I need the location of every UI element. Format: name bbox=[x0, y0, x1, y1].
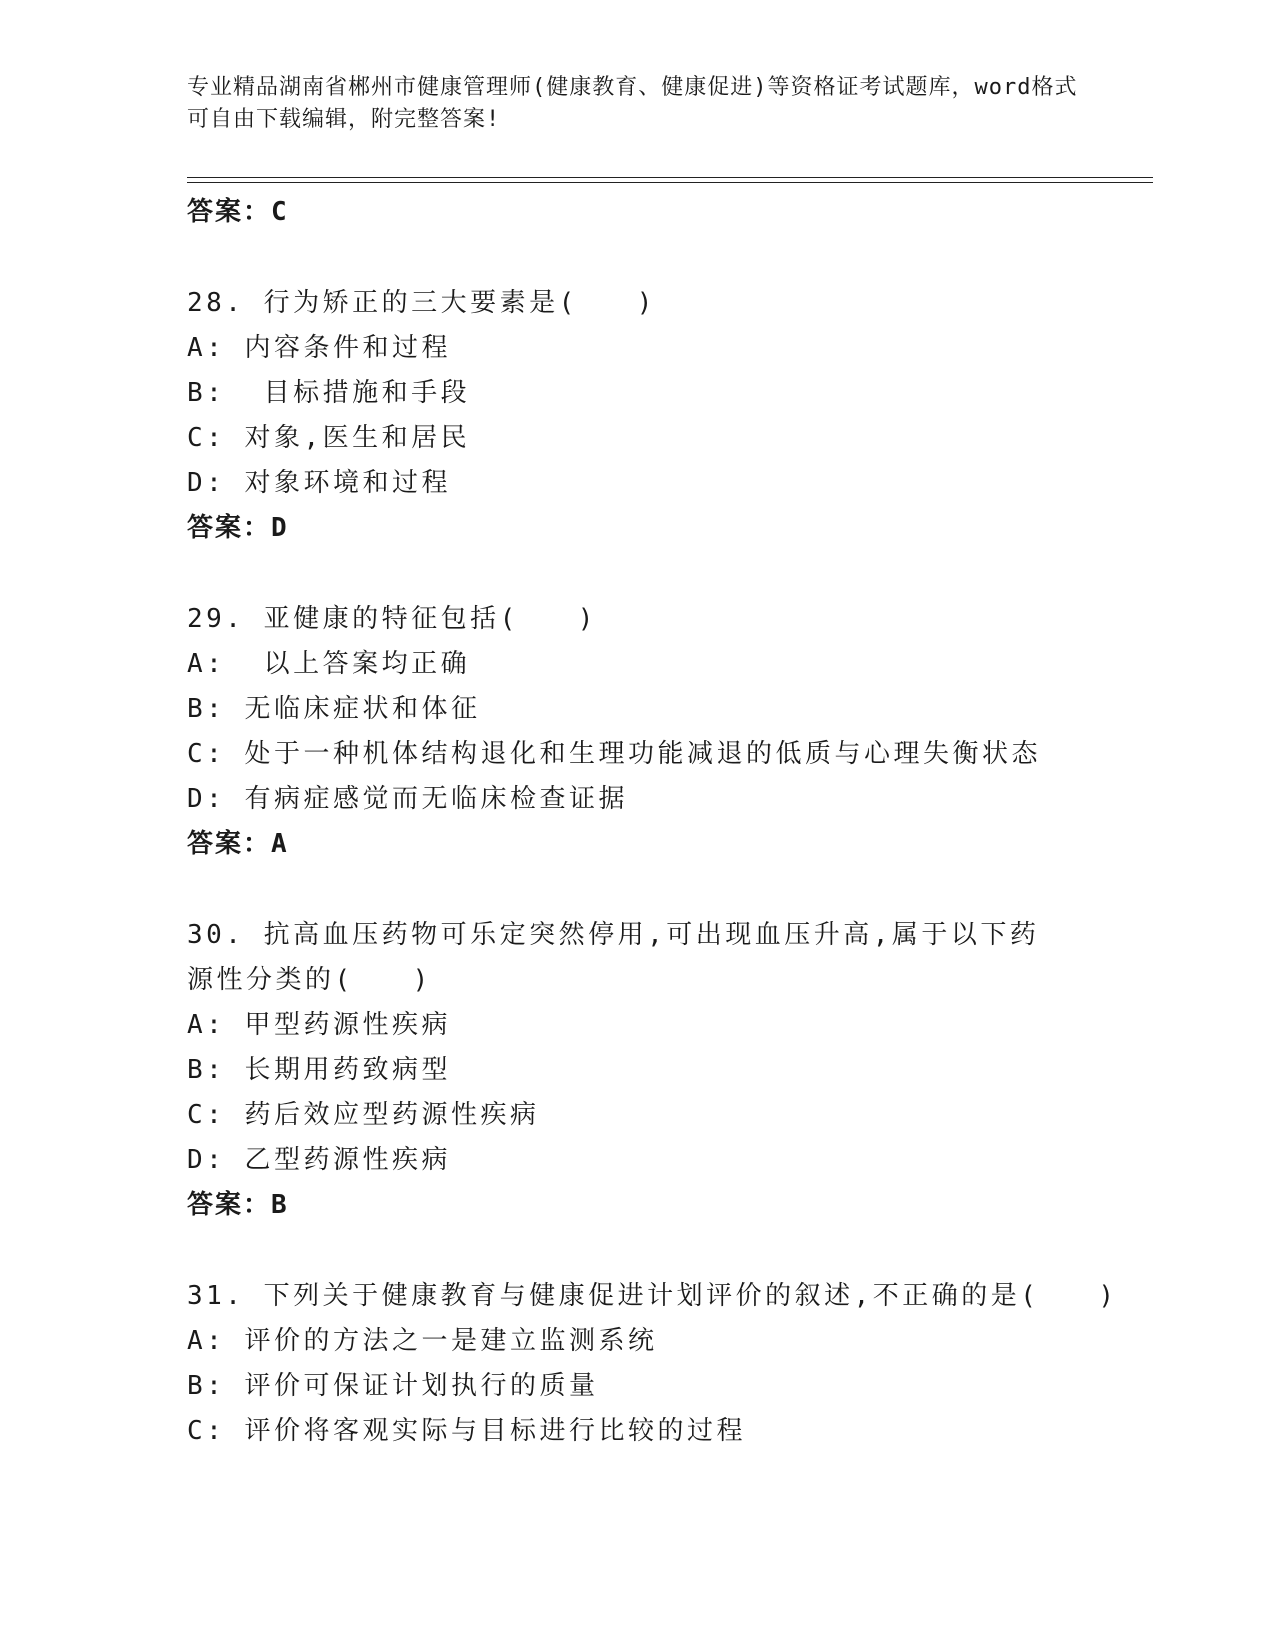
answer-29: 答案：A bbox=[187, 829, 289, 859]
question-text: 28. 行为矫正的三大要素是( ) bbox=[187, 288, 656, 318]
header-divider-bottom bbox=[187, 182, 1153, 183]
answer-30: 答案：B bbox=[187, 1190, 289, 1220]
option-d: D: 乙型药源性疾病 bbox=[187, 1145, 451, 1175]
option-d: D: 对象环境和过程 bbox=[187, 468, 451, 498]
option-b: B: 目标措施和手段 bbox=[187, 378, 471, 408]
question-block-28 bbox=[187, 281, 1153, 550]
question-text: 31. 下列关于健康教育与健康促进计划评价的叙述,不正确的是( ) bbox=[187, 1281, 1118, 1311]
spacer bbox=[187, 866, 1153, 913]
header-divider-top bbox=[187, 177, 1153, 178]
option-c: C: 评价将客观实际与目标进行比较的过程 bbox=[187, 1416, 746, 1446]
option-c: C: 对象,医生和居民 bbox=[187, 423, 471, 453]
answer-27: 答案：C bbox=[187, 197, 289, 227]
question-block-30 bbox=[187, 913, 1153, 1227]
document-header: 专业精品湖南省郴州市健康管理师(健康教育、健康促进)等资格证考试题库，word格式可自由下载编辑，附完整答案! bbox=[187, 75, 1078, 132]
spacer bbox=[187, 550, 1153, 597]
question-block-31 bbox=[187, 1274, 1153, 1454]
option-a: A: 甲型药源性疾病 bbox=[187, 1010, 451, 1040]
question-block-29 bbox=[187, 597, 1153, 866]
option-b: B: 无临床症状和体征 bbox=[187, 694, 481, 724]
question-text: 30. 抗高血压药物可乐定突然停用,可出现血压升高,属于以下药源性分类的( ) bbox=[187, 920, 1040, 995]
option-a: A: 以上答案均正确 bbox=[187, 649, 471, 679]
option-d: D: 有病症感觉而无临床检查证据 bbox=[187, 784, 628, 814]
option-b: B: 评价可保证计划执行的质量 bbox=[187, 1371, 599, 1401]
question-text: 29. 亚健康的特征包括( ) bbox=[187, 604, 597, 634]
option-c: C: 药后效应型药源性疾病 bbox=[187, 1100, 540, 1130]
option-a: A: 评价的方法之一是建立监测系统 bbox=[187, 1326, 658, 1356]
exam-content bbox=[187, 190, 1153, 1454]
option-a: A: 内容条件和过程 bbox=[187, 333, 451, 363]
answer-28: 答案：D bbox=[187, 513, 289, 543]
option-b: B: 长期用药致病型 bbox=[187, 1055, 451, 1085]
spacer bbox=[187, 1227, 1153, 1274]
spacer bbox=[187, 234, 1153, 281]
option-c: C: 处于一种机体结构退化和生理功能减退的低质与心理失衡状态 bbox=[187, 739, 1041, 769]
